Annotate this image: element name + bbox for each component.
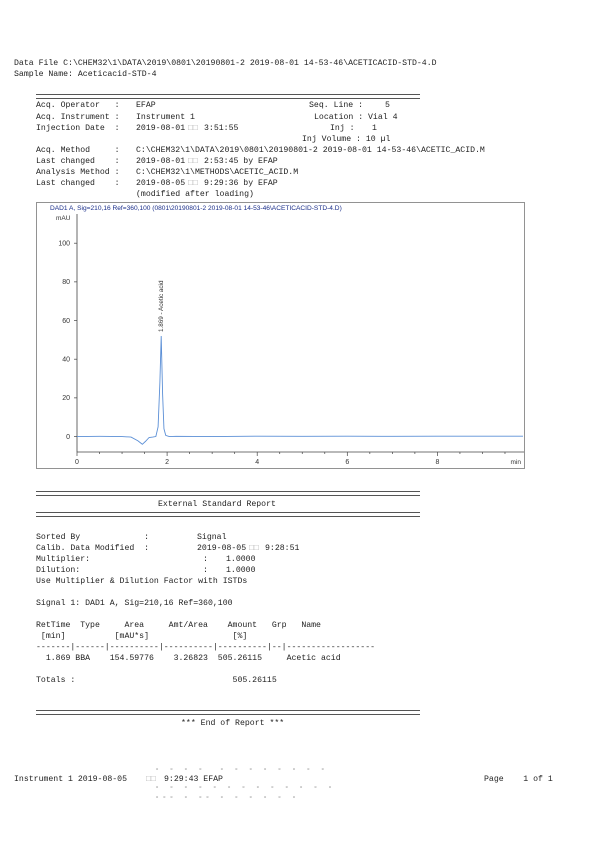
footer-time: 9:29:43 EFAP	[164, 775, 223, 784]
x-tick-label: 6	[345, 459, 350, 466]
dilution-sep: :	[203, 566, 208, 575]
glyph-placeholder: □□	[249, 544, 259, 553]
footer-instrument: Instrument 1 2019-08-05	[14, 775, 128, 784]
chart-frame	[37, 203, 525, 469]
end-rule	[36, 710, 420, 715]
data-file-line: Data File C:\CHEM32\1\DATA\2019\0801\20190801-2 2019-08-01 14-53-46\ACETICACID-STD-4.D	[14, 59, 437, 68]
glyph-placeholder: □□	[146, 775, 156, 784]
x-axis-label: min	[510, 459, 521, 466]
totals-line: Totals : 505.26115	[36, 676, 277, 685]
y-axis-label: mAU	[56, 215, 71, 222]
footer-page: Page 1 of 1	[484, 775, 553, 784]
chart-title: DAD1 A, Sig=210,16 Ref=360,100 (0801\20190801-2 2019-08-01 14-53-46\ACETICACID-STD-4.D)	[50, 205, 342, 212]
acq-operator-label: Acq. Operator :	[36, 101, 120, 110]
analysis-method-value: C:\CHEM32\1\METHODS\ACETIC_ACID.M	[136, 168, 299, 177]
acq-instrument-value: Instrument 1	[136, 113, 195, 122]
calib-time: 9:28:51	[265, 544, 300, 553]
watermark-dots: °°° ° °° ° ° ° ° ° °	[155, 796, 300, 804]
use-multiplier-line: Use Multiplier & Dilution Factor with ISTDs	[36, 577, 248, 586]
dilution-label: Dilution:	[36, 566, 81, 575]
y-tick-label: 80	[62, 279, 70, 287]
y-tick-label: 60	[62, 317, 70, 325]
analysis-method-label: Analysis Method :	[36, 168, 120, 177]
modified-note: (modified after loading)	[136, 190, 254, 199]
y-tick-label: 40	[62, 356, 70, 364]
table-header-2: [min] [mAU*s] [%]	[36, 632, 248, 641]
inj-volume: Inj Volume : 10 µl	[302, 135, 391, 144]
multiplier-sep: :	[203, 555, 208, 564]
table-row: 1.869 BBA 154.59776 3.26823 505.26115 Acetic acid	[36, 654, 341, 663]
last-changed-label-2: Last changed :	[36, 179, 120, 188]
table-separator: -------|------|----------|----------|----------|--|------------------	[36, 643, 376, 652]
watermark-dots: ° ° ° ° ° ° ° ° ° ° ° ° °	[155, 786, 336, 794]
signal-line: Signal 1: DAD1 A, Sig=210,16 Ref=360,100	[36, 599, 233, 608]
y-tick-label: 100	[58, 240, 70, 248]
last-changed-rest-2: 9:29:36 by EFAP	[204, 179, 278, 188]
location-label: Location :	[314, 113, 364, 122]
sample-name-line: Sample Name: Aceticacid-STD-4	[14, 70, 157, 79]
end-of-report: *** End of Report ***	[181, 719, 285, 728]
report-rule-top	[36, 491, 420, 496]
table-header-1: RetTime Type Area Amt/Area Amount Grp Name	[36, 621, 321, 630]
inj-label: Inj :	[330, 124, 355, 133]
last-changed-rest-1: 2:53:45 by EFAP	[204, 157, 278, 166]
multiplier-value: 1.0000	[226, 555, 256, 564]
calib-date: 2019-08-05	[197, 544, 247, 553]
injection-time-value: 3:51:55	[204, 124, 239, 133]
acq-method-label: Acq. Method :	[36, 146, 120, 155]
acq-operator-value: EFAP	[136, 101, 156, 110]
glyph-placeholder: □□	[188, 179, 198, 188]
seq-line-value: 5	[385, 101, 390, 110]
dilution-value: 1.0000	[226, 566, 256, 575]
injection-date-value: 2019-08-01	[136, 124, 186, 133]
acq-method-value: C:\CHEM32\1\DATA\2019\0801\20190801-2 2019-08-01 14-53-46\ACETIC_ACID.M	[136, 146, 485, 155]
peak-label: 1.869 - Acetic acid	[158, 280, 166, 332]
injection-date-label: Injection Date :	[36, 124, 120, 133]
x-tick-label: 2	[165, 459, 170, 466]
header-rule	[36, 94, 420, 99]
last-changed-label-1: Last changed :	[36, 157, 120, 166]
y-tick-label: 0	[66, 433, 70, 441]
glyph-placeholder: □□	[188, 124, 198, 133]
glyph-placeholder: □□	[188, 157, 198, 166]
report-rule-bottom	[36, 512, 420, 517]
sorted-by-value: Signal	[197, 533, 227, 542]
last-changed-date-1: 2019-08-01	[136, 157, 186, 166]
location-value: Vial 4	[368, 113, 398, 122]
y-tick-label: 20	[62, 395, 70, 403]
last-changed-date-2: 2019-08-05	[136, 179, 186, 188]
watermark-dots: ° ° ° ° ° ° ° ° ° ° ° °	[155, 768, 328, 776]
inj-value: 1	[372, 124, 377, 133]
calib-label: Calib. Data Modified :	[36, 544, 150, 553]
sorted-by-label: Sorted By :	[36, 533, 150, 542]
chromatogram-chart	[36, 202, 525, 469]
report-title: External Standard Report	[158, 500, 276, 509]
seq-line-label: Seq. Line :	[309, 101, 364, 110]
x-tick-label: 8	[435, 459, 440, 466]
x-tick-label: 0	[75, 459, 79, 466]
x-tick-label: 4	[255, 459, 260, 466]
multiplier-label: Multiplier:	[36, 555, 91, 564]
acq-instrument-label: Acq. Instrument :	[36, 113, 120, 122]
